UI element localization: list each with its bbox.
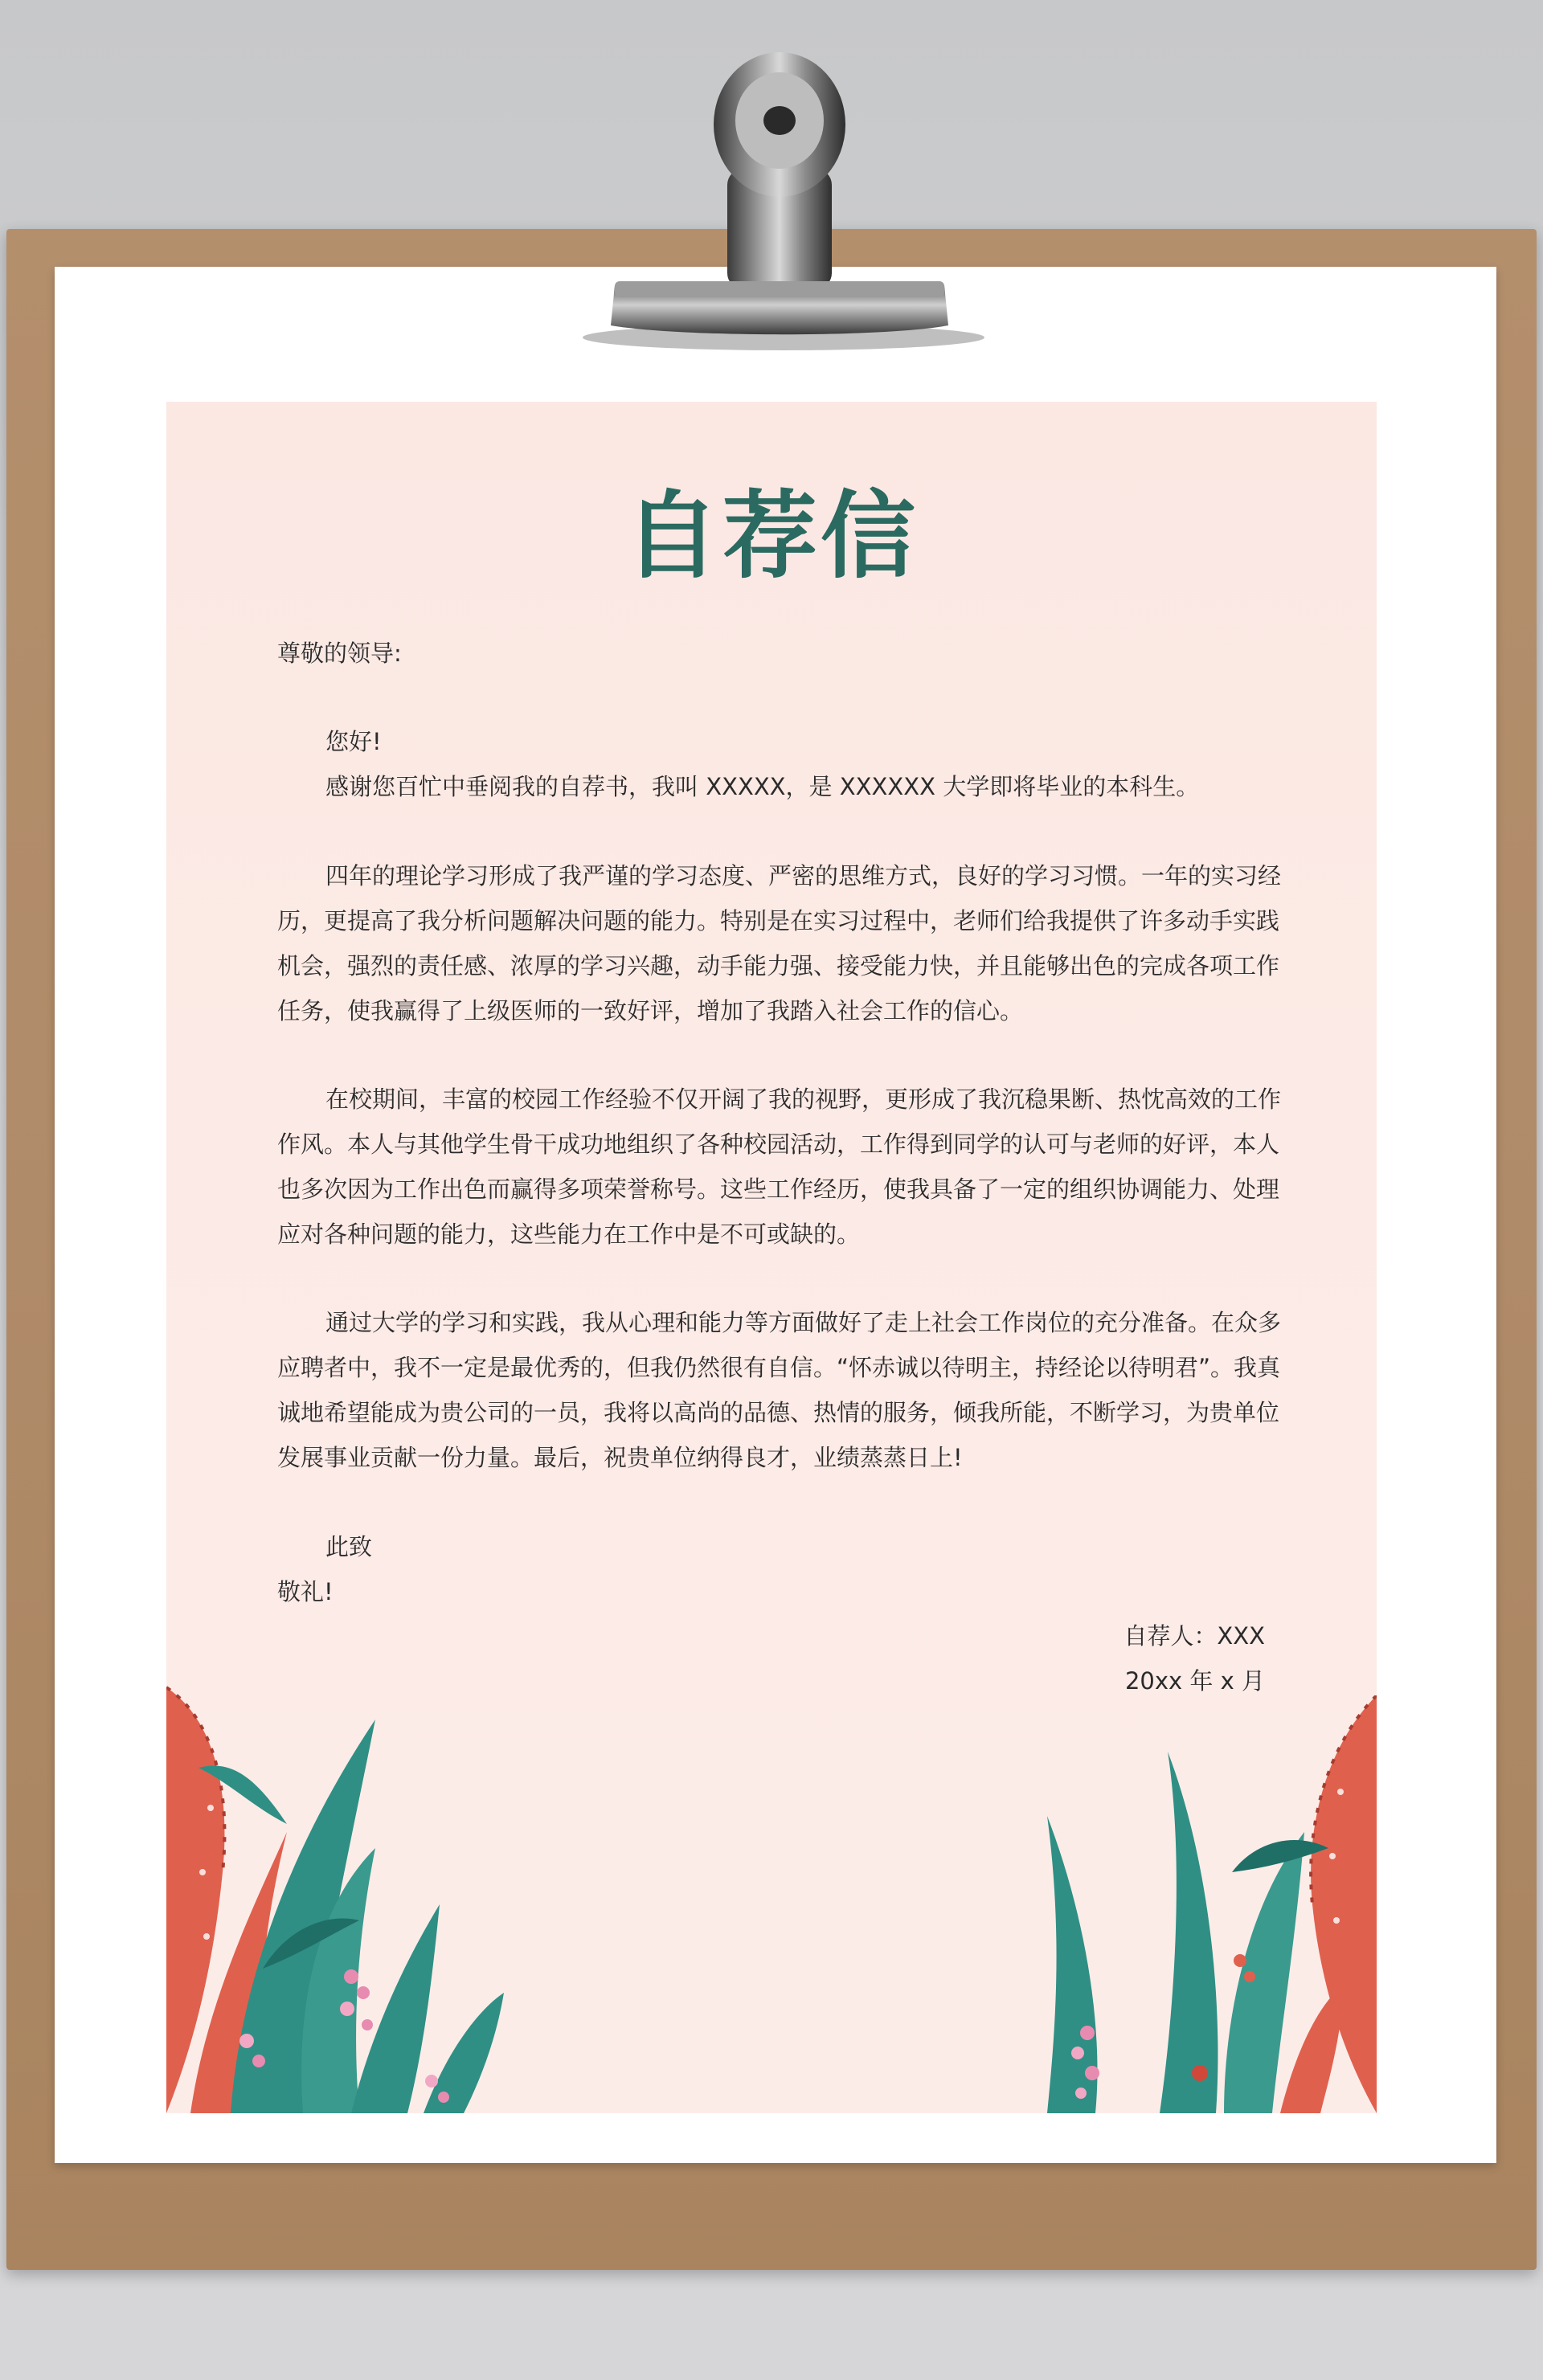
greeting: 您好! xyxy=(325,728,382,755)
paragraph-study: 四年的理论学习形成了我严谨的学习态度、严密的思维方式，良好的学习习惯。一年的实习经历，更提高了我分析问题解决问题的能力。特别是在实习过程中，老师们给我提供了许多动手实践机会，强烈的责任感、浓厚的学习兴趣，动手能力强、接受能力快，并且能够出色的完成各项工作任务，使我赢得了上级医师的一致好评，增加了我踏入社会工作的信心。 xyxy=(277,862,1282,1024)
date: 20xx 年 x 月 xyxy=(1124,1667,1265,1695)
letter-title: 自荐信 xyxy=(624,480,919,591)
signer: 自荐人：XXX xyxy=(1123,1622,1265,1650)
intro-line: 感谢您百忙中垂阅我的自荐书，我叫 XXXXX，是 XXXXXX 大学即将毕业的本科生。 xyxy=(325,773,1200,800)
closing-ci-zhi: 此致 xyxy=(325,1533,373,1560)
right-foliage-illustration xyxy=(1039,1695,1377,2113)
closing-jing-li: 敬礼! xyxy=(277,1578,334,1605)
salutation: 尊敬的领导: xyxy=(277,640,402,667)
paragraph-confidence: 通过大学的学习和实践，我从心理和能力等方面做好了走上社会工作岗位的充分准备。在众多应聘者中，我不一定是最优秀的，但我仍然很有自信。“怀赤诚以待明主，持经论以待明君”。我真诚地希望能成为贵公司的一员，我将以高尚的品德、热情的服务，倾我所能，不断学习，为贵单位发展事业贡献一份力量。最后，祝贵单位纳得良才，业绩蒸蒸日上! xyxy=(277,1309,1282,1471)
letter-page xyxy=(166,402,1377,2113)
left-foliage-illustration xyxy=(166,1663,536,2113)
paragraph-campus: 在校期间，丰富的校园工作经验不仅开阔了我的视野，更形成了我沉稳果断、热忱高效的工作作风。本人与其他学生骨干成功地组织了各种校园活动，工作得到同学的认可与老师的好评，本人也多次因为工作出色而赢得多项荣誉称号。这些工作经历，使我具备了一定的组织协调能力、处理应对各种问题的能力，这些能力在工作中是不可或缺的。 xyxy=(277,1086,1282,1248)
